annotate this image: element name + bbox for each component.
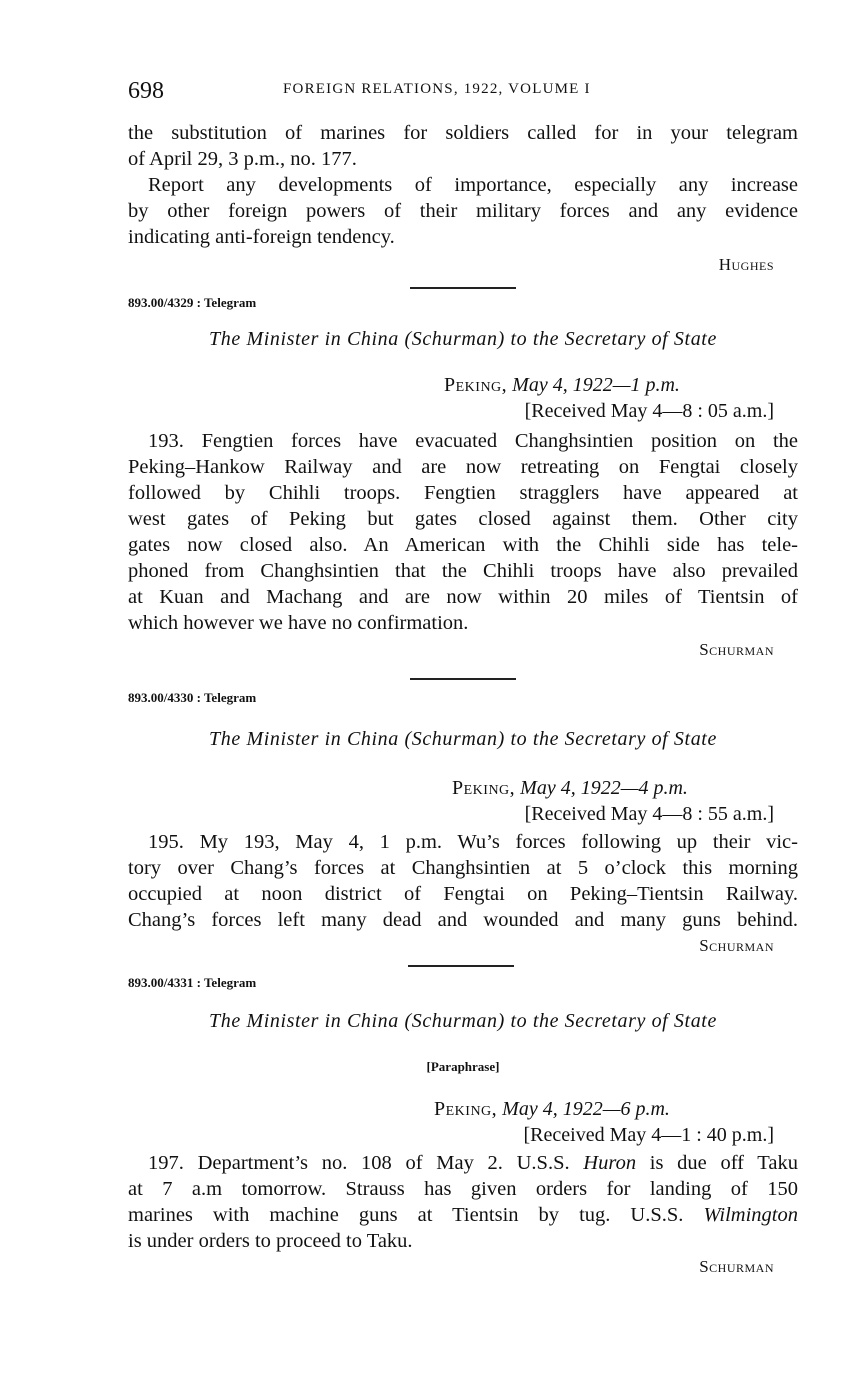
intro-paragraph — [128, 120, 798, 172]
document-heading: The Minister in China (Schurman) to the Secretary of State — [209, 728, 717, 750]
signature-hughes: Hughes — [718, 255, 774, 274]
dateline-place: Peking, — [444, 374, 508, 396]
file-reference: 893.00/4330 : Telegram — [128, 690, 257, 705]
text-segment: marines with machine guns at Tientsin by tug. U.S.S. — [128, 1204, 704, 1226]
page-number: 698 — [128, 78, 164, 104]
signature-schurman: Schurman — [699, 936, 774, 955]
text-line — [128, 1150, 798, 1176]
section-divider — [408, 965, 514, 967]
text-segment: 197. Department’s no. 108 of May 2. U.S.S. — [148, 1152, 584, 1174]
text-line: phoned from Changhsintien that the Chihli troops have also prevailed — [128, 560, 798, 582]
telegram-body — [128, 1150, 798, 1254]
text-line: occupied at noon district of Fengtai on Peking–Tientsin Railway. — [128, 883, 798, 905]
document-heading: The Minister in China (Schurman) to the Secretary of State — [209, 1010, 717, 1032]
running-title: FOREIGN RELATIONS, 1922, VOLUME I — [283, 81, 591, 97]
text-line: Report any developments of importance, especially any increase — [148, 174, 798, 196]
text-line: at 7 a.m tomorrow. Strauss has given orders for landing of 150 — [128, 1178, 798, 1200]
paraphrase-label: [Paraphrase] — [426, 1059, 500, 1074]
received-note: [Received May 4—8 : 05 a.m.] — [524, 400, 774, 422]
text-line: which however we have no confirmation. — [128, 612, 469, 634]
dateline-date: May 4, 1922—6 p.m. — [502, 1098, 670, 1120]
running-head — [128, 78, 798, 108]
section-divider — [410, 678, 516, 680]
file-reference: 893.00/4331 : Telegram — [128, 975, 257, 990]
received-note: [Received May 4—1 : 40 p.m.] — [523, 1124, 774, 1146]
text-line: of April 29, 3 p.m., no. 177. — [128, 148, 357, 170]
section-divider — [410, 287, 516, 289]
document-heading: The Minister in China (Schurman) to the Secretary of State — [209, 328, 717, 350]
text-line: is under orders to proceed to Taku. — [128, 1230, 413, 1252]
intro-paragraph-2 — [128, 172, 798, 250]
dateline — [452, 777, 688, 800]
text-line: west gates of Peking but gates closed against them. Other city — [128, 508, 798, 530]
text-line: gates now closed also. An American with the Chihli side has tele- — [128, 534, 798, 556]
ship-name: Huron — [583, 1152, 637, 1174]
text-segment: is due off Taku — [636, 1152, 798, 1174]
text-line: by other foreign powers of their military forces and any evidence — [128, 200, 798, 222]
dateline — [434, 1098, 670, 1121]
dateline-place: Peking, — [452, 777, 516, 799]
dateline-date: May 4, 1922—4 p.m. — [520, 777, 688, 799]
text-line: the substitution of marines for soldiers called for in your telegram — [128, 122, 798, 144]
telegram-body — [128, 428, 798, 636]
text-line: indicating anti-foreign tendency. — [128, 226, 395, 248]
file-reference: 893.00/4329 : Telegram — [128, 295, 257, 310]
signature-schurman: Schurman — [699, 1257, 774, 1276]
text-line: Peking–Hankow Railway and are now retreating on Fengtai closely — [128, 456, 798, 478]
text-line: followed by Chihli troops. Fengtien stragglers have appeared at — [128, 482, 798, 504]
text-line — [128, 1202, 798, 1228]
signature-schurman: Schurman — [699, 640, 774, 659]
text-line: 195. My 193, May 4, 1 p.m. Wu’s forces following up their vic- — [148, 831, 798, 853]
telegram-body — [128, 829, 798, 933]
dateline-date: May 4, 1922—1 p.m. — [512, 374, 680, 396]
dateline-place: Peking, — [434, 1098, 498, 1120]
text-line: at Kuan and Machang and are now within 20 miles of Tientsin of — [128, 586, 798, 608]
dateline — [444, 374, 680, 397]
text-line: tory over Chang’s forces at Changhsintien at 5 o’clock this morning — [128, 857, 798, 879]
text-line: Chang’s forces left many dead and wounded and many guns behind. — [128, 909, 798, 931]
text-line: 193. Fengtien forces have evacuated Changhsintien position on the — [148, 430, 798, 452]
received-note: [Received May 4—8 : 55 a.m.] — [524, 803, 774, 825]
ship-name: Wilmington — [703, 1204, 798, 1226]
